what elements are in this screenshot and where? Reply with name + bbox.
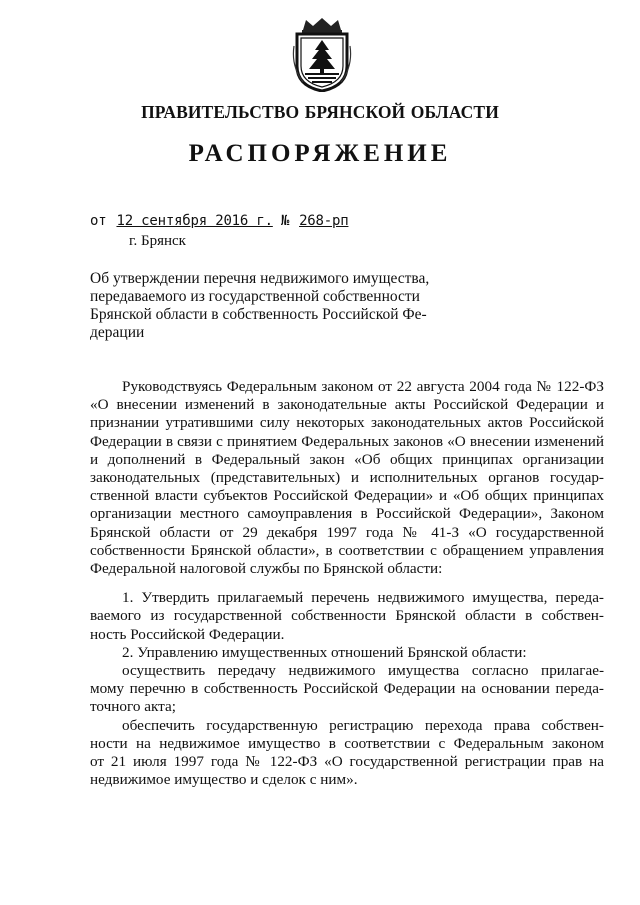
paragraph-gap xyxy=(90,578,604,589)
subject-line: дерации xyxy=(90,324,145,341)
date-prefix: от xyxy=(90,213,107,229)
body-line: точного акта; xyxy=(90,698,176,716)
document-subject xyxy=(90,270,430,342)
body-line: осуществить передачу недвижимого имущества согласно прилагае- xyxy=(122,662,604,680)
body-line: обеспечить государственную регистрацию перехода права собствен- xyxy=(122,716,604,734)
body-line: законодательных (представительных) и исполнительных органов государ- xyxy=(90,469,604,487)
document-type-title: РАСПОРЯЖЕНИЕ xyxy=(188,140,452,167)
bryansk-coat-of-arms-icon xyxy=(291,16,353,92)
number-sign: № xyxy=(280,213,290,229)
document-date: 12 сентября 2016 г. xyxy=(116,213,273,229)
body-line: Брянской области от 29 декабря 1997 года № 41-З «О государственной xyxy=(90,523,604,541)
body-line: собственности Брянской области», в соответствии с обращением управления xyxy=(90,541,604,559)
body-line: мому перечню в собственность Российской Федерации на основании переда- xyxy=(90,680,604,698)
document-body xyxy=(90,378,604,789)
body-line: организации местного самоуправления в Российской Федерации», Законом xyxy=(90,505,604,523)
body-line: ности на недвижимое имущество в соответствии с Федеральным законом xyxy=(90,734,604,752)
body-line: Руководствуясь Федеральным законом от 22 августа 2004 года № 122-ФЗ xyxy=(122,378,604,395)
body-line: и дополнений в Федеральный закон «Об общих принципах организации xyxy=(90,450,604,468)
body-line: недвижимое имущество и сделок с ним». xyxy=(90,771,358,789)
body-line: признании утратившими силу некоторых законодательных актов Российской xyxy=(90,414,604,432)
body-line: ность Российской Федерации. xyxy=(90,625,285,643)
body-line: 1. Утвердить прилагаемый перечень недвижимого имущества, переда- xyxy=(122,589,604,607)
body-line: ваемого из государственной собственности Брянской области в собствен- xyxy=(90,607,604,625)
body-line: Федеральной налоговой службы по Брянской области: xyxy=(90,560,443,578)
subject-line: Брянской области в собственность Российской Фе- xyxy=(90,306,427,323)
subject-line: Об утверждении перечня недвижимого имущества, xyxy=(90,270,430,287)
body-line: ственной власти субъектов Российской Федерации» и «Об общих принципах xyxy=(90,487,604,505)
body-line: 2. Управлению имущественных отношений Брянской области: xyxy=(122,643,527,661)
document-city: г. Брянск xyxy=(129,233,186,249)
body-line: «О внесении изменений в законодательные акты Российской Федерации и xyxy=(90,396,604,414)
subject-line: передаваемого из государственной собственности xyxy=(90,288,420,305)
body-line: от 21 июля 1997 года № 122-ФЗ «О государственной регистрации прав на xyxy=(90,753,604,771)
document-number: 268-рп xyxy=(299,213,349,229)
body-line: Федерации в связи с принятием Федеральных законов «О внесении изменений xyxy=(90,432,604,450)
date-number-line xyxy=(90,213,348,229)
organization-name: ПРАВИТЕЛЬСТВО БРЯНСКОЙ ОБЛАСТИ xyxy=(141,102,499,122)
